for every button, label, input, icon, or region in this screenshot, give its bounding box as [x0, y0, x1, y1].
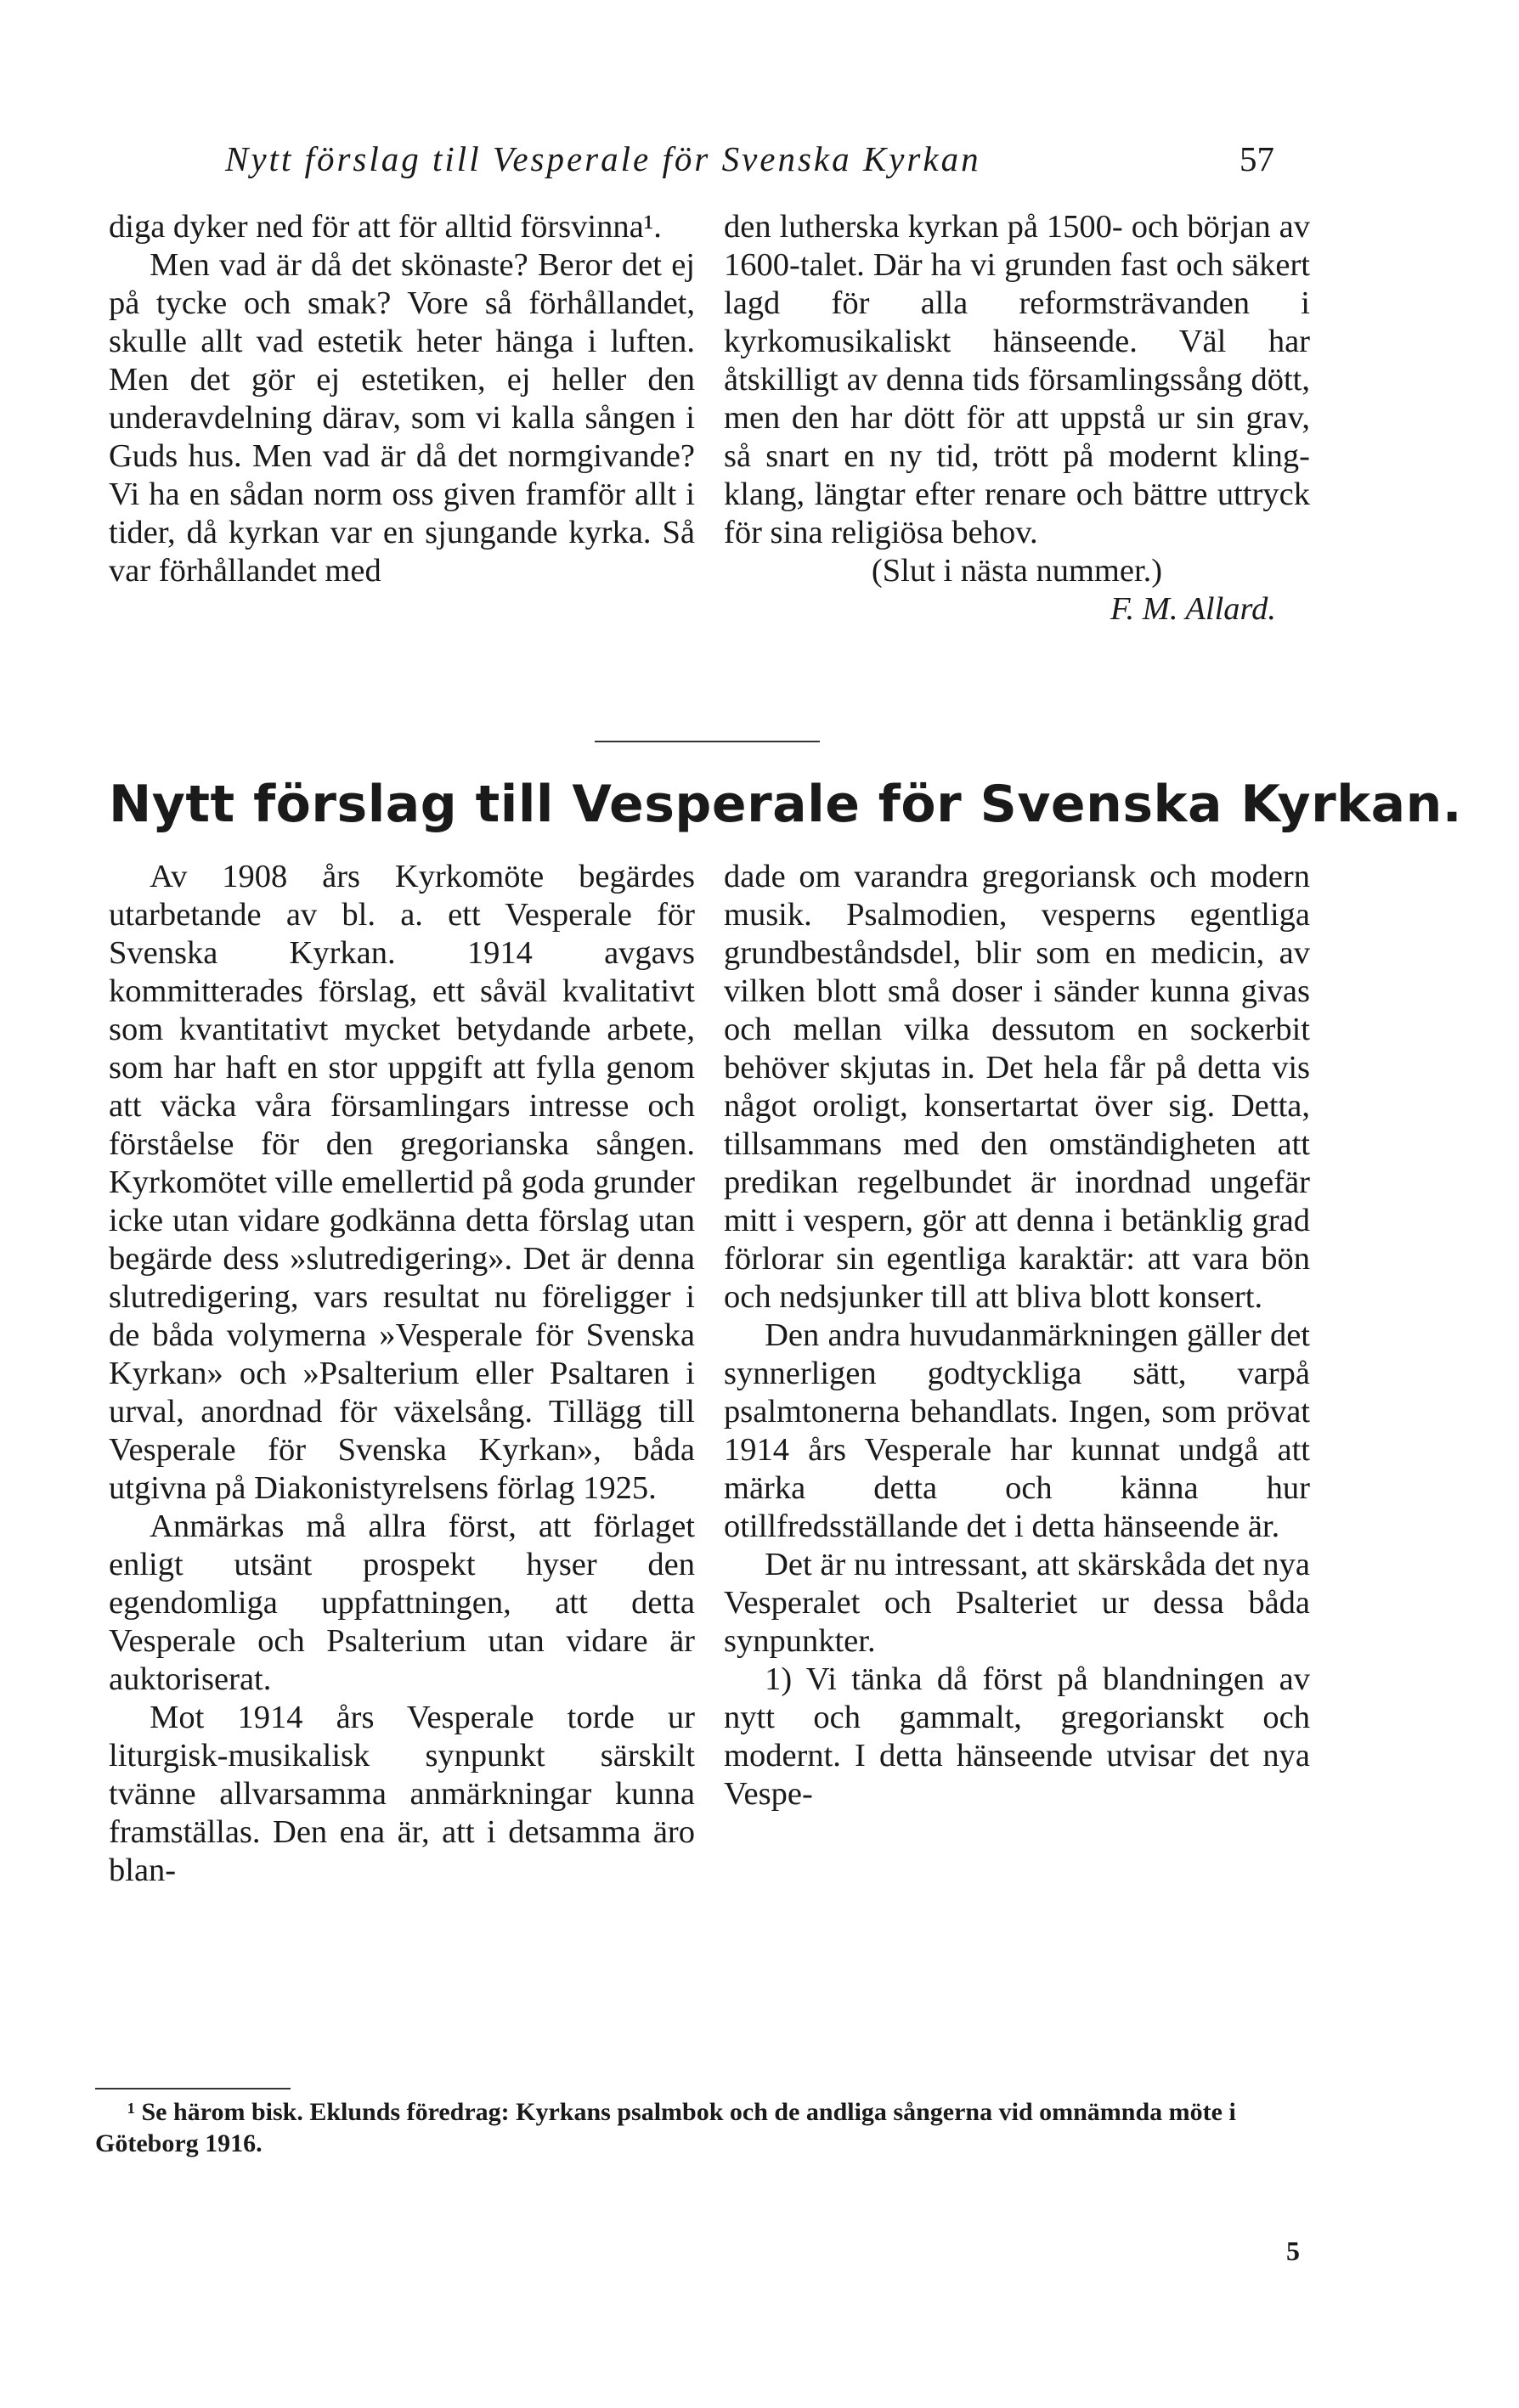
paragraph: den lutherska kyrkan på 1500- och början av 1600-talet. Där ha vi grunden fast och säkert lagd för alla reformsträvanden i kyrkomusikaliskt hänseende. Väl har åtskilligt av denna tids församlingssång dött, men den har dött för att uppstå ur sin grav, så snart en ny tid, trött på modernt kling-klang, längtar efter renare och bättre uttryck för sina religiösa behov.: [724, 209, 1310, 550]
running-head: [225, 138, 1274, 181]
bottom-right-column: [724, 858, 1310, 1813]
paragraph: Men vad är då det skönaste? Beror det ej på tycke och smak? Vore så förhållandet, skulle allt vad estetik heter hänga i luften. Men det gör ej estetiken, ej heller den underavdelning därav, som vi kalla sången i Guds hus. Men vad är då det normgivande? Vi ha en sådan norm oss given framför allt i tider, då kyrkan var en sjungande kyrka. Så var förhållandet med: [109, 247, 695, 589]
page-number: 57: [1239, 139, 1274, 178]
paragraph: dade om varandra gregoriansk och modern musik. Psalmodien, vesperns egentliga grundbeståndsdel, blir som en medicin, av vilken blott små doser i sänder kunna givas och mellan vilka dessutom en sockerbit behöver skjutas in. Det hela får på detta vis något oroligt, konsertartat över sig. Detta, tillsammans med den omständigheten att predikan regelbundet är inordnad ungefär mitt i vespern, gör att denna i betänklig grad förlorar sin egentliga karaktär: att vara bön och nedsjunker till att bliva blott konsert.: [724, 859, 1310, 1315]
paragraph: Det är nu intressant, att skärskåda det nya Vesperalet och Psalteriet ur dessa båda synpunkter.: [724, 1547, 1310, 1659]
top-left-column: [109, 208, 695, 590]
paragraph: diga dyker ned för att för alltid försvinna¹.: [109, 209, 662, 245]
bottom-left-column: [109, 858, 695, 1890]
signature-mark: 5: [1286, 2236, 1300, 2266]
continued-note: (Slut i nästa nummer.): [871, 553, 1163, 589]
footnote: [95, 2096, 1308, 2159]
running-head-title: Nytt förslag till Vesperale för Svenska Kyrkan: [225, 139, 981, 178]
paragraph: Mot 1914 års Vesperale torde ur liturgisk-musikalisk synpunkt särskilt tvänne allvarsamma anmärkningar kunna framställas. Den ena är, att i detsamma äro blan-: [109, 1700, 695, 1888]
footnote-rule: [95, 2088, 291, 2089]
section-divider: [595, 741, 820, 742]
article-headline: Nytt förslag till Vesperale för Svenska Kyrkan.: [109, 775, 1463, 834]
footnote-text: ¹ Se härom bisk. Eklunds föredrag: Kyrkans psalmbok och de andliga sångerna vid omnämnda möte i Göteborg 1916.: [95, 2098, 1236, 2157]
top-right-column: [724, 208, 1310, 629]
paragraph: Av 1908 års Kyrkomöte begärdes utarbetande av bl. a. ett Vesperale för Svenska Kyrkan. 1914 avgavs kommitterades förslag, ett såväl kvalitativt som kvantitativt mycket betydande arbete, som har haft en stor uppgift att fylla genom att väcka våra församlingars intresse och förståelse för den gregorianska sången. Kyrkomötet ville emellertid på goda grunder icke utan vidare godkänna detta förslag utan begärde dess »slutredigering». Det är denna slutredigering, vars resultat nu föreligger i de båda volymerna »Vesperale för Svenska Kyrkan» och »Psalterium eller Psaltaren i urval, anordnad för växelsång. Tillägg till Vesperale för Svenska Kyrkan», båda utgivna på Diakonistyrelsens förlag 1925.: [109, 859, 695, 1506]
paragraph: 1) Vi tänka då först på blandningen av nytt och gammalt, gregorianskt och modernt. I detta hänseende utvisar det nya Vespe-: [724, 1661, 1310, 1812]
paragraph: Den andra huvudanmärkningen gäller det synnerligen godtyckliga sätt, varpå psalmtonerna behandlats. Ingen, som prövat 1914 års Vesperale har kunnat undgå att märka detta och känna hur otillfredsställande det i detta hänseende är.: [724, 1317, 1310, 1544]
paragraph: Anmärkas må allra först, att förlaget enligt utsänt prospekt hyser den egendomliga uppfattningen, att detta Vesperale och Psalterium utan vidare är auktoriserat.: [109, 1509, 695, 1697]
author-name: F. M. Allard.: [1110, 591, 1276, 627]
